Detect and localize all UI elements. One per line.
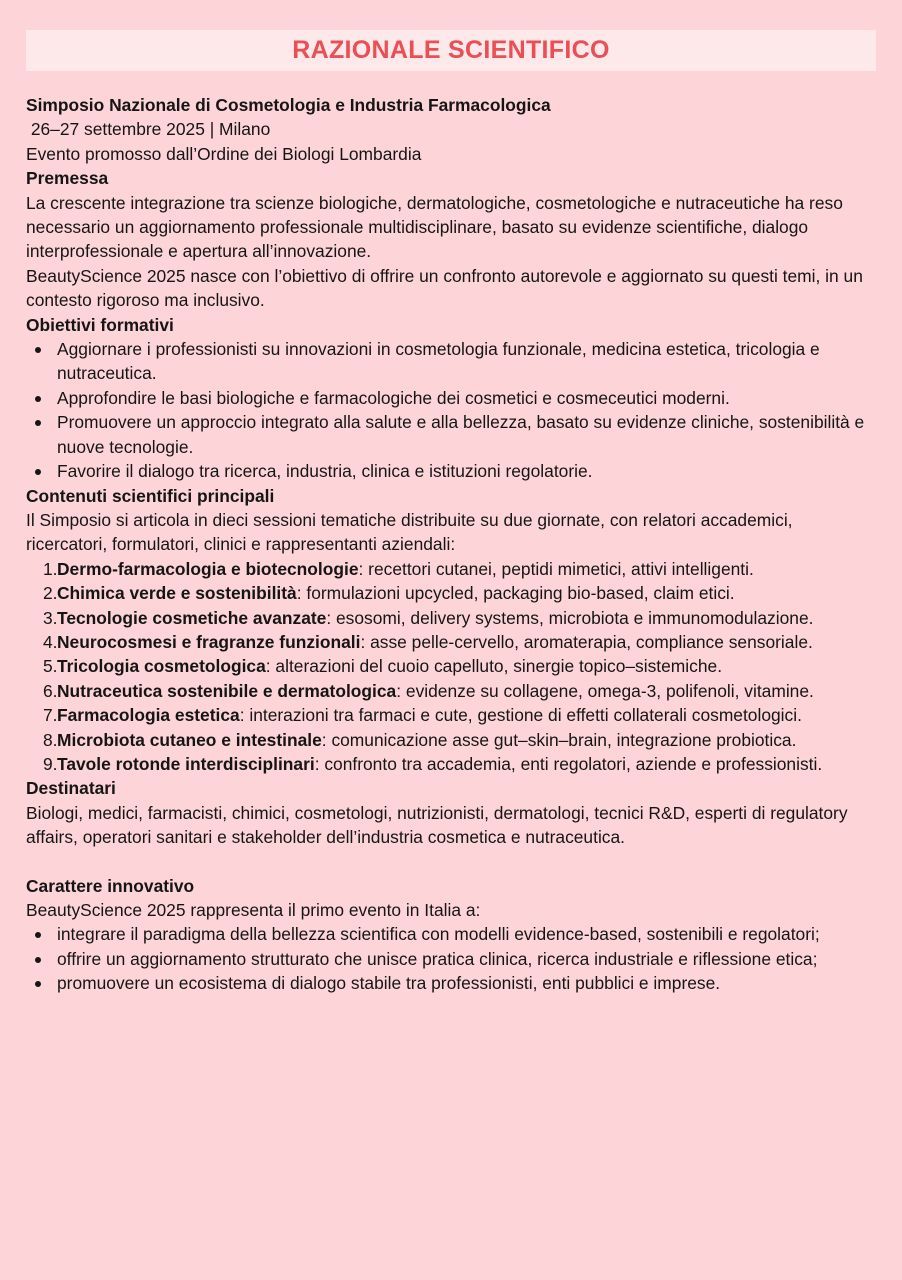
destinatari-text: Biologi, medici, farmacisti, chimici, cosmetologi, nutrizionisti, dermatologi, tecnici R&D, esperti di regulatory affairs, operatori sanitari e stakeholder dell’industria cosmetica e nutraceutica.: [26, 802, 848, 848]
obiettivi-heading: Obiettivi formativi: [26, 314, 174, 335]
list-item: Aggiornare i professionisti su innovazioni in cosmetologia funzionale, medicina estetica, tricologia e nutraceutica.: [26, 337, 876, 386]
premessa-paragraph-2: BeautyScience 2025 nasce con l’obiettivo di offrire un confronto autorevole e aggiornato su questi temi, in un contesto rigoroso ma inclusivo.: [26, 265, 863, 311]
session-title: Tricologia cosmetologica: [57, 656, 266, 677]
session-number: 4.: [43, 631, 58, 652]
session-description: : recettori cutanei, peptidi mimetici, attivi intelligenti.: [358, 558, 754, 579]
obiettivi-list: [26, 337, 876, 483]
session-item: [26, 679, 876, 703]
innovativo-intro: BeautyScience 2025 rappresenta il primo evento in Italia a:: [26, 900, 481, 920]
session-title: Farmacologia estetica: [57, 705, 240, 726]
session-title: Nutraceutica sostenibile e dermatologica: [57, 680, 397, 701]
event-name: Simposio Nazionale di Cosmetologia e Industria Farmacologica: [26, 95, 551, 115]
session-description: : comunicazione asse gut–skin–brain, integrazione probiotica.: [321, 729, 797, 750]
contenuti-heading: Contenuti scientifici principali: [26, 485, 275, 506]
session-title: Tavole rotonde interdisciplinari: [57, 753, 315, 774]
document-body: [26, 93, 876, 996]
list-item: offrire un aggiornamento strutturato che unisce pratica clinica, ricerca industriale e riflessione etica;: [26, 947, 876, 971]
session-number: 2.: [43, 583, 58, 604]
session-number: 9.: [43, 753, 58, 774]
session-item: [26, 654, 876, 678]
session-description: : esosomi, delivery systems, microbiota e immunomodulazione.: [326, 607, 814, 628]
session-title: Neurocosmesi e fragranze funzionali: [57, 631, 361, 652]
title-banner: [26, 30, 876, 71]
page-title: RAZIONALE SCIENTIFICO: [292, 36, 610, 64]
session-description: : confronto tra accademia, enti regolatori, aziende e professionisti.: [314, 753, 823, 774]
event-date-place: 26–27 settembre 2025 | Milano: [26, 119, 271, 140]
section-spacer: [26, 850, 876, 874]
list-item: Favorire il dialogo tra ricerca, industria, clinica e istituzioni regolatorie.: [26, 459, 876, 483]
session-item: [26, 752, 876, 776]
session-item: [26, 630, 876, 654]
session-title: Microbiota cutaneo e intestinale: [57, 729, 322, 750]
session-item: [26, 581, 876, 605]
session-number: 8.: [43, 729, 58, 750]
session-title: Tecnologie cosmetiche avanzate: [57, 607, 327, 628]
destinatari-heading: Destinatari: [26, 778, 116, 799]
session-item: [26, 557, 876, 581]
session-number: 1.: [43, 558, 58, 579]
session-number: 3.: [43, 607, 58, 628]
session-number: 5.: [43, 656, 58, 677]
innovativo-heading: Carattere innovativo: [26, 875, 195, 896]
session-item: [26, 606, 876, 630]
session-item: [26, 703, 876, 727]
session-title: Dermo-farmacologia e biotecnologie: [57, 558, 359, 579]
list-item: Promuovere un approccio integrato alla salute e alla bellezza, basato su evidenze cliniche, sostenibilità e nuove tecnologie.: [26, 410, 876, 459]
list-item: integrare il paradigma della bellezza scientifica con modelli evidence-based, sostenibili e regolatori;: [26, 922, 876, 946]
session-description: : evidenze su collagene, omega-3, polifenoli, vitamine.: [396, 680, 814, 701]
session-title: Chimica verde e sostenibilità: [57, 583, 297, 604]
list-item: promuovere un ecosistema di dialogo stabile tra professionisti, enti pubblici e imprese.: [26, 971, 876, 995]
premessa-paragraph-1: La crescente integrazione tra scienze biologiche, dermatologiche, cosmetologiche e nutraceutiche ha reso necessario un aggiornamento professionale multidisciplinare, basato su evidenze scientifiche, dialogo interprofessionale e apertura all’innovazione.: [26, 192, 843, 262]
innovativo-list: [26, 922, 876, 995]
session-item: [26, 728, 876, 752]
contenuti-intro: Il Simposio si articola in dieci sessioni tematiche distribuite su due giornate, con relatori accademici, ricercatori, formulatori, clinici e rappresentanti aziendali:: [26, 509, 793, 555]
list-item: Approfondire le basi biologiche e farmacologiche dei cosmetici e cosmeceutici moderni.: [26, 386, 876, 410]
sessions-list: [26, 557, 876, 777]
event-promoter: Evento promosso dall’Ordine dei Biologi Lombardia: [26, 143, 422, 164]
session-description: : interazioni tra farmaci e cute, gestione di effetti collaterali cosmetologici.: [239, 705, 802, 726]
premessa-heading: Premessa: [26, 168, 109, 189]
session-description: : asse pelle-cervello, aromaterapia, compliance sensoriale.: [360, 631, 813, 652]
session-description: : alterazioni del cuoio capelluto, sinergie topico–sistemiche.: [265, 656, 723, 677]
session-number: 6.: [43, 680, 58, 701]
session-description: : formulazioni upcycled, packaging bio-based, claim etici.: [296, 583, 735, 604]
session-number: 7.: [43, 705, 58, 726]
